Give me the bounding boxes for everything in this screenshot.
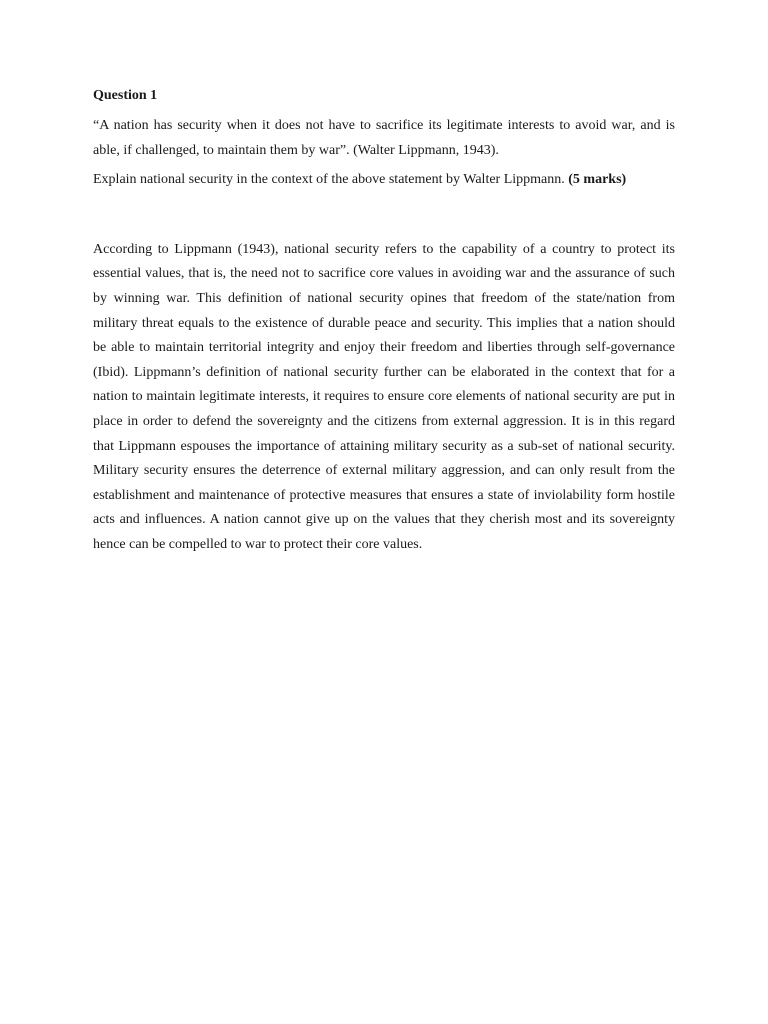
question-prompt-text: Explain national security in the context of the above statement by Walter Lippmann.	[93, 172, 565, 188]
question-marks: (5 marks)	[568, 172, 627, 188]
answer-paragraph: According to Lippmann (1943), national security refers to the capability of a country to protect its essential values, that is, the need not to sacrifice core values in avoiding war and the assurance of such by winning war. This definition of national security opines that freedom of the state/nation from military threat equals to the existence of durable peace and security. This implies that a nation should be able to maintain territorial integrity and enjoy their freedom and liberties through self-governance (Ibid). Lippmann’s definition of national security further can be elaborated in the context that for a nation to maintain legitimate interests, it requires to ensure core elements of national security are put in place in order to defend the sovereignty and the citizens from external aggression. It is in this regard that Lippmann espouses the importance of attaining military security as a sub-set of national security. Military security ensures the deterrence of external military aggression, and can only result from the establishment and maintenance of protective measures that ensures a state of inviolability form hostile acts and influences. A nation cannot give up on the values that they cherish most and its sovereignty hence can be compelled to war to protect their core values.	[93, 241, 675, 552]
question-prompt	[93, 168, 675, 193]
question-heading: Question 1	[93, 88, 158, 103]
lippmann-quote: “A nation has security when it does not have to sacrifice its legitimate interests to avoid war, and is able, if challenged, to maintain them by war”. (Walter Lippmann, 1943).	[93, 118, 675, 158]
document-content	[93, 86, 675, 558]
